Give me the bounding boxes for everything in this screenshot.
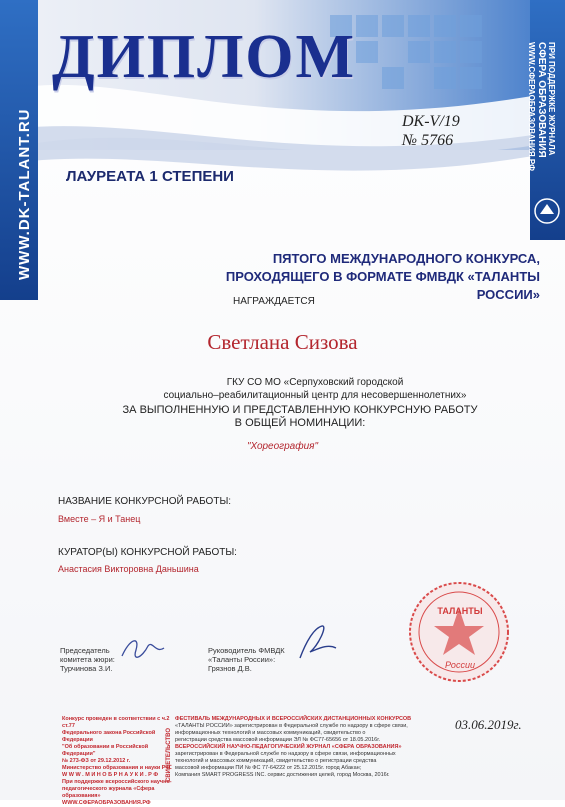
director-org: «Таланты России»: — [208, 655, 276, 664]
footer-right-line: ФЕСТИВАЛЬ МЕЖДУНАРОДНЫХ И ВСЕРОССИЙСКИХ ДИСТАНЦИОННЫХ КОНКУРСОВ — [175, 716, 412, 722]
footer-legal-left — [62, 716, 174, 807]
award-line-2: В ОБЩЕЙ НОМИНАЦИИ: — [234, 417, 366, 429]
diploma-code-block — [402, 112, 460, 150]
footer-right-line: регистрации средства массовой информации ЭЛ № ФС77-65656 от 18.05.2016г. — [175, 737, 381, 743]
site-vertical-text: WWW.DK-TALANT.RU — [16, 108, 33, 280]
diploma-code: DK-V/19 — [402, 113, 460, 130]
nomination-value: "Хореография" — [246, 441, 319, 452]
stamp-bottom-text: России — [445, 660, 475, 670]
diploma-number: № 5766 — [402, 132, 454, 149]
work-title-value: Вместе – Я и Танец — [58, 514, 141, 524]
footer-legal-right — [175, 716, 440, 779]
awarded-label: НАГРАЖДАЕТСЯ — [233, 296, 315, 307]
footer-right-line: технологий и массовых коммуникаций, свидетельство о регистрации средства — [175, 758, 377, 764]
support-vertical-block — [526, 42, 556, 171]
recipient-organization — [140, 376, 490, 402]
footer-left-line: педагогического журнала «Сфера образования» — [62, 786, 155, 799]
laureate-degree: ЛАУРЕАТА 1 СТЕПЕНИ — [66, 168, 234, 185]
footer-vertical-label: СВИДЕТЕЛЬСТВО — [166, 728, 172, 782]
contest-line-2: ПРОХОДЯЩЕГО В ФОРМАТЕ ФМВДК «ТАЛАНТЫ РОССИИ» — [225, 269, 540, 302]
footer-left-line: При поддержке всероссийского научно- — [62, 779, 172, 785]
footer-right-line: ВСЕРОССИЙСКИЙ НАУЧНО-ПЕДАГОГИЧЕСКИЙ ЖУРНАЛ «СФЕРА ОБРАЗОВАНИЯ» — [175, 744, 402, 750]
contest-line-1: ПЯТОГО МЕЖДУНАРОДНОГО КОНКУРСА, — [272, 251, 540, 266]
footer-right-line: Компания SMART PROGRESS INC. сервис достижения целей, город Москва, 2016г. — [175, 772, 390, 778]
org-line-2: социально–реабилитационный центр для несовершеннолетних» — [163, 390, 467, 401]
footer-left-line: WWW.СФЕРАОБРАЗОВАНИЯ.РФ — [62, 800, 151, 806]
issue-date: 03.06.2019г. — [455, 717, 522, 732]
director-block — [208, 646, 285, 673]
work-title-label: НАЗВАНИЕ КОНКУРСНОЙ РАБОТЫ: — [58, 496, 232, 507]
journal-logo-icon — [532, 196, 562, 226]
jury-chair-block — [60, 646, 115, 673]
curator-label: КУРАТОР(Ы) КОНКУРСНОЙ РАБОТЫ: — [58, 547, 237, 558]
award-reason — [90, 404, 510, 430]
diploma-title: ДИПЛОМ — [52, 23, 357, 91]
jury-chair-title: Председатель — [60, 646, 110, 655]
footer-right-line: «ТАЛАНТЫ РОССИИ» зарегистрирован в Федеральной службе по надзору в сфере связи, — [175, 723, 408, 729]
jury-chair-signature — [112, 628, 172, 668]
footer-left-line: Министерство образования и науки РФ — [62, 765, 171, 771]
footer-left-line: "Об образовании в Российской Федерации" — [62, 744, 149, 757]
footer-left-line: Федерального закона Российской Федерации — [62, 730, 156, 743]
footer-left-line: Конкурс проведен в соответствии с ч.2 ст.77 — [62, 716, 170, 729]
director-name: Грязнов Д.В. — [208, 664, 252, 673]
director-signature — [292, 618, 342, 668]
curator-value: Анастасия Викторовна Даньшина — [58, 564, 199, 574]
award-line-1: ЗА ВЫПОЛНЕННУЮ И ПРЕДСТАВЛЕННУЮ КОНКУРСНУЮ РАБОТУ — [122, 404, 478, 416]
jury-chair-role: комитета жюри: — [60, 655, 115, 664]
footer-left-line: № 273-ФЗ от 29.12.2012 г. — [62, 758, 131, 764]
support-line-1: ПРИ ПОДДЕРЖКЕ ЖУРНАЛА — [547, 42, 556, 156]
footer-right-line: массовой информации ПИ № ФС 77-64222 от 25.12.2015г. город Абакан; — [175, 765, 362, 771]
footer-left-line: W W W . М И Н О Б Р Н А У К И . Р Ф — [62, 772, 159, 778]
recipient-name: Светлана Сизова — [207, 330, 358, 354]
footer-right-line: информационных технологий и массовых коммуникаций, свидетельство о — [175, 730, 366, 736]
support-line-2: СФЕРА ОБРАЗОВАНИЯ — [536, 42, 547, 158]
support-line-3: WWW.СФЕРАОБРАЗОВАНИЯ.РФ — [527, 42, 536, 171]
org-line-1: ГКУ СО МО «Серпуховский городской — [226, 377, 404, 388]
stamp-top-text: ТАЛАНТЫ — [437, 606, 483, 616]
footer-right-line: зарегистрирован в Федеральной службе по надзору в сфере связи, информационных — [175, 751, 396, 757]
director-title: Руководитель ФМВДК — [208, 646, 285, 655]
jury-chair-name: Турчинова З.И. — [60, 664, 113, 673]
